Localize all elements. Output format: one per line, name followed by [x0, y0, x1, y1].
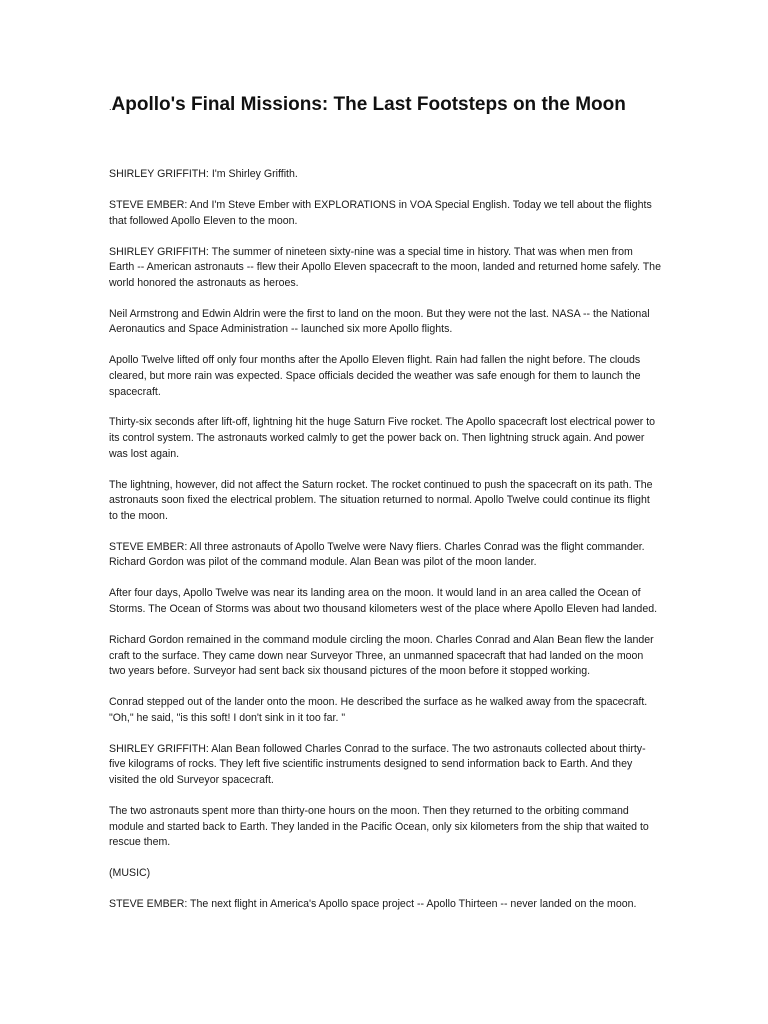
paragraph-12: SHIRLEY GRIFFITH: Alan Bean followed Charles Conrad to the surface. The two astronauts collected about thirty-five kilograms of rocks. They left five scientific instruments designed to send information back to Earth. And they visited the old Surveyor spacecraft.	[109, 742, 646, 786]
title-mark: .	[109, 102, 112, 112]
page-title	[109, 92, 661, 120]
paragraph-8: STEVE EMBER: All three astronauts of Apollo Twelve were Navy fliers. Charles Conrad was the flight commander. Richard Gordon was pilot of the command module. Alan Bean was pilot of the moon lander.	[109, 540, 645, 569]
paragraph-4: Neil Armstrong and Edwin Aldrin were the first to land on the moon. But they were not the last. NASA -- the National Aeronautics and Space Administration -- launched six more Apollo flights.	[109, 307, 650, 336]
paragraph-1: SHIRLEY GRIFFITH: I'm Shirley Griffith.	[109, 168, 298, 180]
paragraph-15: STEVE EMBER: The next flight in America's Apollo space project -- Apollo Thirteen -- never landed on the moon.	[109, 898, 637, 911]
paragraph-14: (MUSIC)	[109, 867, 151, 880]
paragraph-7: The lightning, however, did not affect the Saturn rocket. The rocket continued to push the spacecraft on its path. The astronauts soon fixed the electrical problem. The situation returned to normal. Apollo Twelve could continue its flight to the moon.	[109, 478, 653, 522]
paragraph-2: STEVE EMBER: And I'm Steve Ember with EXPLORATIONS in VOA Special English. Today we tell about the flights that followed Apollo Eleven to the moon.	[109, 198, 652, 227]
paragraph-11: Conrad stepped out of the lander onto the moon. He described the surface as he walked away from the spacecraft. "Oh," he said, "is this soft! I don't sink in it too far. "	[109, 696, 648, 724]
paragraph-9: After four days, Apollo Twelve was near its landing area on the moon. It would land in an area called the Ocean of Storms. The Ocean of Storms was about two thousand kilometers west of the place where Apollo Eleven had landed.	[109, 587, 658, 615]
paragraph-10: Richard Gordon remained in the command module circling the moon. Charles Conrad and Alan Bean flew the lander craft to the surface. They came down near Surveyor Three, an unmanned spacecraft that had landed on the moon two years before. Surveyor had sent back six thousand pictures of the moon before it stopped working.	[109, 633, 654, 678]
paragraph-13: The two astronauts spent more than thirty-one hours on the moon. Then they returned to the orbiting command module and started back to Earth. They landed in the Pacific Ocean, only six kilometers from the ship that waited to rescue them.	[109, 804, 649, 849]
paragraph-6: Thirty-six seconds after lift-off, lightning hit the huge Saturn Five rocket. The Apollo spacecraft lost electrical power to its control system. The astronauts worked calmly to get the power back on. Then lightning struck again. And power was lost again.	[109, 416, 656, 460]
paragraph-3: SHIRLEY GRIFFITH: The summer of nineteen sixty-nine was a special time in history. That was when men from Earth -- American astronauts -- flew their Apollo Eleven spacecraft to the moon, landed and returned home safely. The world honored the astronauts as heroes.	[109, 245, 661, 289]
title-text: Apollo's Final Missions: The Last Footsteps on the Moon	[111, 94, 626, 115]
document-page	[109, 92, 661, 928]
paragraph-5: Apollo Twelve lifted off only four months after the Apollo Eleven flight. Rain had fallen the night before. The clouds cleared, but more rain was expected. Space officials decided the weather was safe enough for them to launch the spacecraft.	[109, 354, 641, 398]
